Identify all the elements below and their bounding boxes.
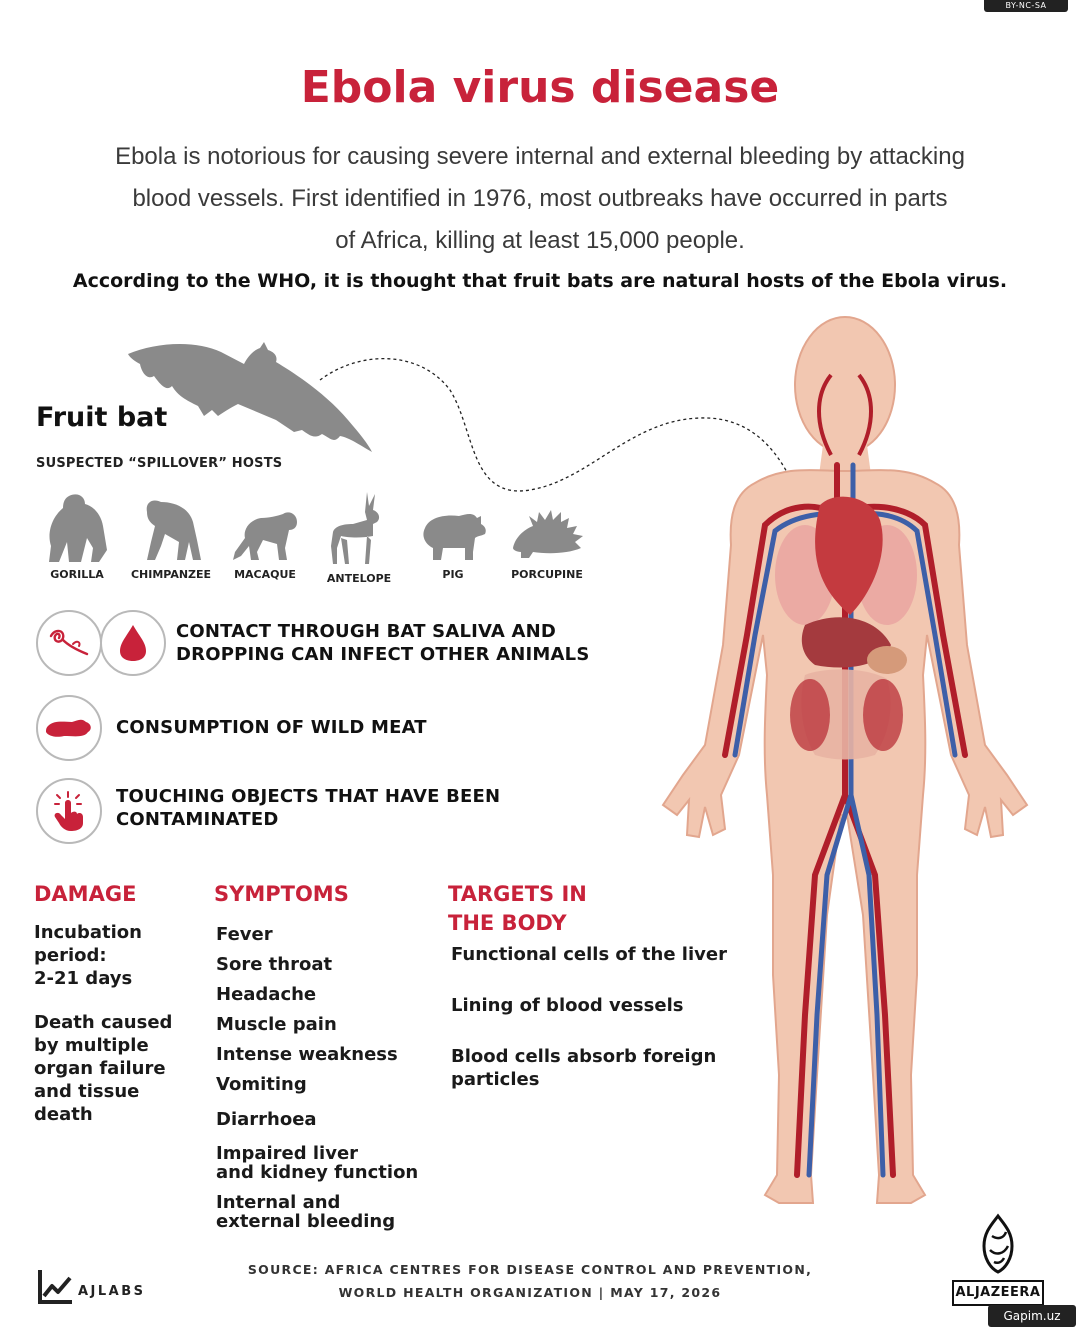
ajlabs-logo	[36, 1268, 176, 1308]
damage-line: 2-21 days	[34, 968, 133, 989]
targets-heading-line: TARGETS IN	[448, 882, 587, 906]
touch-hand-icon	[51, 789, 87, 833]
aljazeera-logo	[948, 1208, 1048, 1308]
fruit-bat-label: Fruit bat	[36, 402, 168, 433]
gorilla-icon	[41, 490, 113, 562]
animal-porcupine	[500, 490, 594, 581]
transmission-saliva-text	[176, 620, 590, 666]
symptom-liver	[216, 1144, 418, 1182]
macaque-icon	[227, 490, 303, 562]
symptom-item: Muscle pain	[216, 1014, 337, 1035]
target-line: Blood cells absorb foreign	[451, 1046, 717, 1067]
pig-icon	[415, 490, 491, 562]
animal-label: CHIMPANZEE	[130, 568, 212, 581]
animal-macaque	[218, 490, 312, 581]
source-line: SOURCE: AFRICA CENTRES FOR DISEASE CONTROL AND PREVENTION,	[247, 1262, 813, 1277]
damage-death	[34, 1011, 172, 1126]
aljazeera-emblem-icon	[968, 1212, 1028, 1276]
symptom-item: Fever	[216, 924, 273, 945]
target-vessels: Lining of blood vessels	[451, 995, 684, 1016]
damage-incubation	[34, 921, 142, 990]
damage-line: Incubation	[34, 922, 142, 943]
ajlabs-text: AJLABS	[78, 1284, 146, 1299]
symptom-item: Headache	[216, 984, 317, 1005]
symptom-diarrhoea: Diarrhoea	[216, 1109, 317, 1130]
animal-chimpanzee	[124, 490, 218, 581]
symptom-line: external bleeding	[216, 1211, 396, 1232]
animal-label: PORCUPINE	[511, 568, 583, 581]
transmission-line: CONSUMPTION OF WILD MEAT	[116, 717, 427, 738]
symptom-item: Intense weakness	[216, 1044, 398, 1065]
animal-label: GORILLA	[50, 568, 104, 581]
transmission-line: CONTAMINATED	[116, 809, 279, 830]
page-title: Ebola virus disease	[300, 62, 780, 113]
damage-line: organ failure	[34, 1058, 166, 1079]
animal-label: PIG	[442, 568, 464, 581]
aljazeera-wordmark: ALJAZEERA	[952, 1280, 1044, 1306]
human-body-illustration	[655, 315, 1035, 1225]
animal-pig	[406, 490, 500, 581]
animal-label: ANTELOPE	[326, 572, 392, 585]
symptom-bleeding	[216, 1193, 395, 1231]
transmission-touch-text	[116, 785, 500, 831]
transmission-line: DROPPING CAN INFECT OTHER ANIMALS	[176, 644, 590, 665]
symptom-line: Impaired liver	[216, 1143, 359, 1164]
ajlabs-chart-icon	[36, 1268, 76, 1306]
transmission-meat-text	[116, 716, 427, 739]
who-statement: According to the WHO, it is thought that fruit bats are natural hosts of the Ebola virus.	[72, 270, 1008, 292]
license-badge: BY-NC-SA	[984, 0, 1068, 12]
damage-line: death	[34, 1104, 93, 1125]
touch-circle	[36, 778, 102, 844]
saliva-icon	[47, 626, 91, 660]
droplet-circle	[100, 610, 166, 676]
porcupine-icon	[507, 490, 587, 562]
animal-label: MACAQUE	[234, 568, 296, 581]
symptom-item: Vomiting	[216, 1074, 307, 1095]
animal-gorilla	[30, 490, 124, 581]
symptoms-heading: SYMPTOMS	[214, 882, 349, 906]
symptom-line: Internal and	[216, 1192, 341, 1213]
targets-heading-line: THE BODY	[448, 911, 567, 935]
damage-line: by multiple	[34, 1035, 149, 1056]
watermark-badge: Gapim.uz	[988, 1305, 1076, 1327]
droplet-icon	[116, 623, 150, 663]
targets-heading	[448, 880, 587, 938]
target-line: particles	[451, 1069, 540, 1090]
spillover-hosts	[30, 490, 610, 590]
source-line: WORLD HEALTH ORGANIZATION | MAY 17, 2026	[338, 1285, 722, 1300]
spillover-label: SUSPECTED “SPILLOVER” HOSTS	[36, 456, 283, 471]
animal-antelope	[312, 490, 406, 585]
transmission-line: CONTACT THROUGH BAT SALIVA AND	[176, 621, 557, 642]
antelope-icon	[323, 490, 395, 566]
damage-line: and tissue	[34, 1081, 140, 1102]
transmission-line: TOUCHING OBJECTS THAT HAVE BEEN	[116, 786, 501, 807]
damage-line: Death caused	[34, 1012, 173, 1033]
target-liver: Functional cells of the liver	[451, 944, 727, 965]
chimpanzee-icon	[135, 490, 207, 562]
damage-heading: DAMAGE	[34, 882, 137, 906]
symptom-line: and kidney function	[216, 1162, 419, 1183]
source-credit	[220, 1258, 840, 1304]
saliva-circle	[36, 610, 102, 676]
symptoms-list	[216, 920, 398, 1100]
intro-line-2: blood vessels. First identified in 1976, most outbreaks have occurred in parts	[132, 185, 948, 212]
intro-line-1: Ebola is notorious for causing severe internal and external bleeding by attacking	[115, 143, 965, 170]
intro-paragraph	[40, 136, 1040, 262]
damage-line: period:	[34, 945, 107, 966]
symptom-item: Sore throat	[216, 954, 333, 975]
intro-line-3: of Africa, killing at least 15,000 people.	[335, 227, 745, 254]
meat-icon	[44, 716, 94, 740]
meat-circle	[36, 695, 102, 761]
